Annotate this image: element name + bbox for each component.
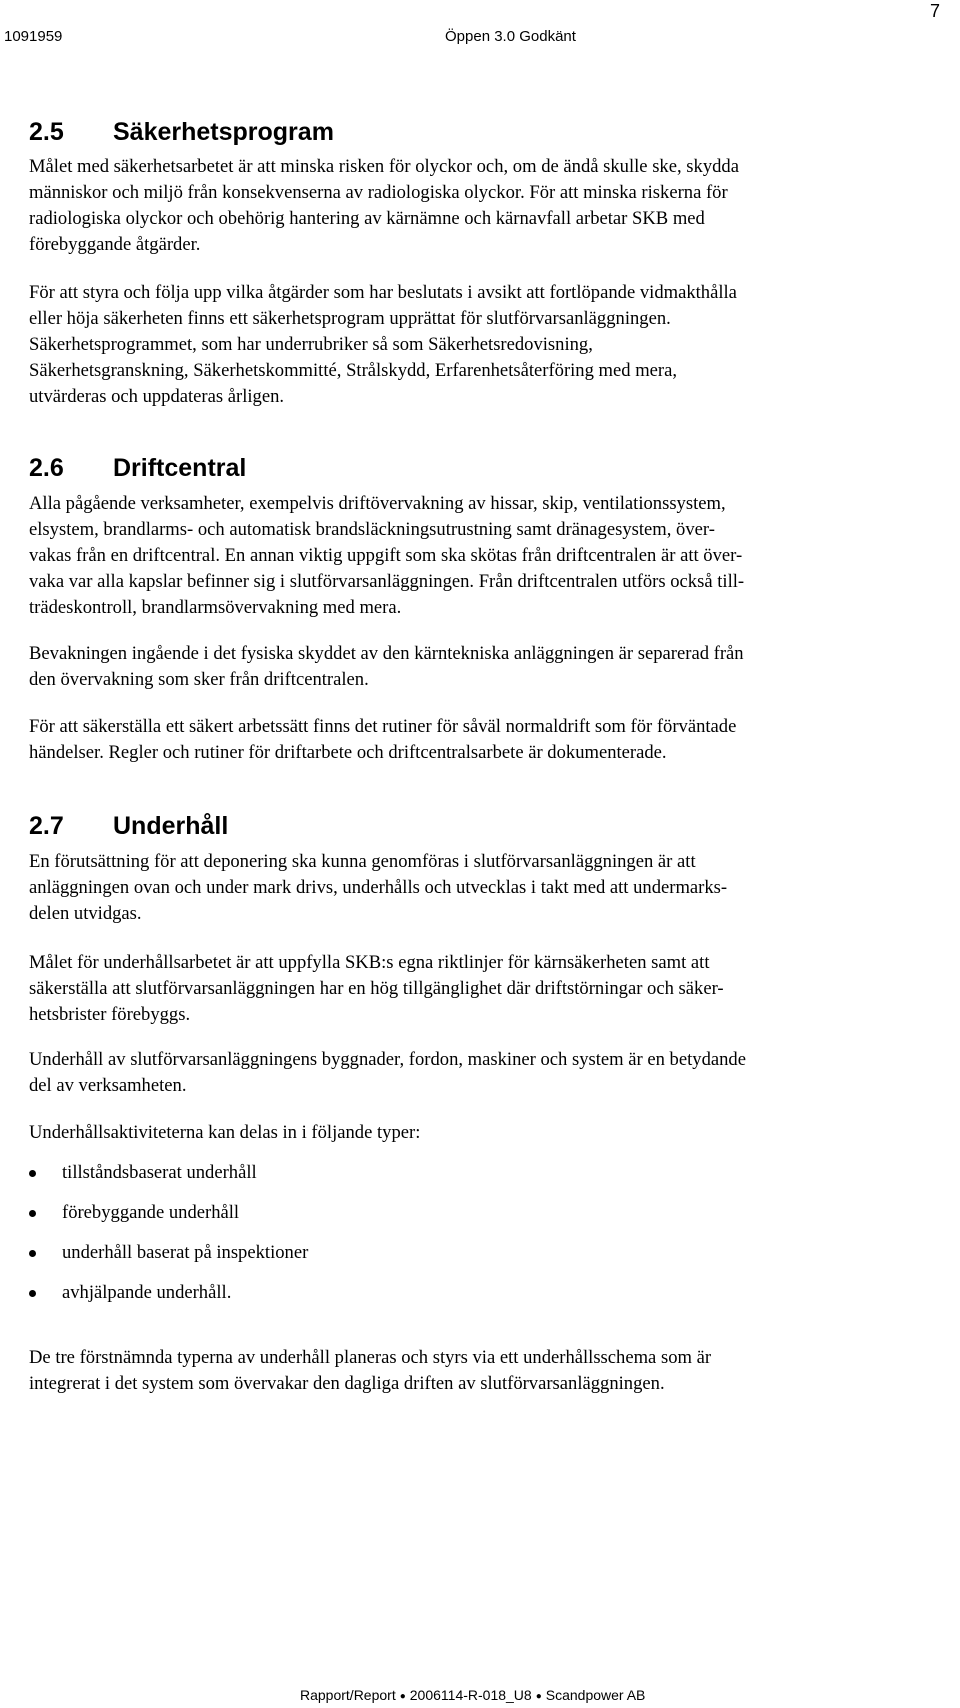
text-line: anläggningen ovan och under mark drivs, underhålls och utvecklas i takt med att undermarks- bbox=[29, 877, 728, 898]
section-number: 2.6 bbox=[29, 454, 64, 482]
page-footer bbox=[300, 1687, 645, 1705]
section-title: Säkerhetsprogram bbox=[113, 118, 334, 146]
text-line: delen utvidgas. bbox=[29, 903, 142, 924]
text-line: Målet med säkerhetsarbetet är att minska risken för olyckor och, om de ändå skulle ske, skydda bbox=[29, 156, 739, 177]
list-item-text: förebyggande underhåll bbox=[62, 1202, 240, 1223]
list-item-text: underhåll baserat på inspektioner bbox=[62, 1242, 309, 1263]
paragraph bbox=[29, 154, 929, 258]
text-line: integrerat i det system som övervakar den dagliga driften av slutförvarsanläggningen. bbox=[29, 1373, 665, 1394]
section-title: Underhåll bbox=[113, 812, 229, 840]
bullet-separator-icon: ● bbox=[399, 1691, 406, 1702]
section-number: 2.7 bbox=[29, 812, 64, 840]
text-line: eller höja säkerheten finns ett säkerhetsprogram upprättat för slutförvarsanläggningen. bbox=[29, 308, 671, 329]
section-heading-2-6 bbox=[29, 453, 246, 483]
bullet-icon bbox=[29, 1290, 36, 1297]
section-number: 2.5 bbox=[29, 118, 64, 146]
text-line: säkerställa att slutförvarsanläggningen har en hög tillgänglighet där driftstörningar och säker- bbox=[29, 978, 724, 999]
bullet-separator-icon: ● bbox=[535, 1691, 542, 1702]
list-item-text: avhjälpande underhåll. bbox=[62, 1282, 232, 1303]
text-line: utvärderas och uppdateras årligen. bbox=[29, 386, 285, 407]
document-id: 1091959 bbox=[4, 28, 63, 45]
text-line: Målet för underhållsarbetet är att uppfylla SKB:s egna riktlinjer för kärnsäkerheten samt att bbox=[29, 952, 710, 973]
paragraph bbox=[29, 641, 929, 693]
text-line: trädeskontroll, brandlarmsövervakning med mera. bbox=[29, 597, 402, 618]
text-line: elsystem, brandlarms- och automatisk brandsläckningsutrustning samt dränagesystem, över- bbox=[29, 519, 715, 540]
paragraph bbox=[29, 280, 929, 410]
text-line: del av verksamheten. bbox=[29, 1075, 187, 1096]
text-line: händelser. Regler och rutiner för driftarbete och driftcentralsarbete är dokumenterade. bbox=[29, 742, 667, 763]
text-line: förebyggande åtgärder. bbox=[29, 234, 201, 255]
paragraph bbox=[29, 1345, 929, 1397]
bullet-icon bbox=[29, 1170, 36, 1177]
text-line: Underhållsaktiviteterna kan delas in i följande typer: bbox=[29, 1122, 421, 1143]
text-line: vaka var alla kapslar befinner sig i slutförvarsanläggningen. Från driftcentralen utförs också till- bbox=[29, 571, 745, 592]
document-status: Öppen 3.0 Godkänt bbox=[445, 28, 576, 45]
list-item-text: tillståndsbaserat underhåll bbox=[62, 1162, 257, 1183]
paragraph bbox=[29, 1047, 929, 1099]
paragraph bbox=[29, 714, 929, 766]
paragraph bbox=[29, 491, 929, 621]
bullet-icon bbox=[29, 1210, 36, 1217]
text-line: För att säkerställa ett säkert arbetssätt finns det rutiner för såväl normaldrift som för förväntade bbox=[29, 716, 737, 737]
footer-report-label: Rapport/Report bbox=[300, 1687, 396, 1703]
footer-company: Scandpower AB bbox=[545, 1687, 646, 1703]
page-number: 7 bbox=[930, 1, 941, 21]
bullet-icon bbox=[29, 1250, 36, 1257]
text-line: Säkerhetsgranskning, Säkerhetskommitté, Strålskydd, Erfarenhetsåterföring med mera, bbox=[29, 360, 678, 381]
section-heading-2-7 bbox=[29, 811, 228, 841]
text-line: Bevakningen ingående i det fysiska skyddet av den kärntekniska anläggningen är separerad från bbox=[29, 643, 744, 664]
text-line: Underhåll av slutförvarsanläggningens byggnader, fordon, maskiner och system är en betydande bbox=[29, 1049, 746, 1070]
section-title: Driftcentral bbox=[113, 454, 247, 482]
paragraph bbox=[29, 1120, 929, 1146]
text-line: Säkerhetsprogrammet, som har underrubriker så som Säkerhetsredovisning, bbox=[29, 334, 593, 355]
section-heading-2-5 bbox=[29, 117, 334, 147]
text-line: människor och miljö från konsekvenserna av radiologiska olyckor. För att minska riskerna för bbox=[29, 182, 728, 203]
text-line: vakas från en driftcentral. En annan viktig uppgift som ska skötas från driftcentralen är att över- bbox=[29, 545, 743, 566]
text-line: den övervakning som sker från driftcentralen. bbox=[29, 669, 369, 690]
text-line: En förutsättning för att deponering ska kunna genomföras i slutförvarsanläggningen är att bbox=[29, 851, 696, 872]
paragraph bbox=[29, 849, 929, 927]
text-line: radiologiska olyckor och obehörig hantering av kärnämne och kärnavfall arbetar SKB med bbox=[29, 208, 705, 229]
footer-report-number: 2006114-R-018_U8 bbox=[409, 1687, 532, 1703]
paragraph bbox=[29, 950, 929, 1028]
text-line: De tre förstnämnda typerna av underhåll planeras och styrs via ett underhållsschema som är bbox=[29, 1347, 712, 1368]
text-line: Alla pågående verksamheter, exempelvis driftövervakning av hissar, skip, ventilationssystem, bbox=[29, 493, 726, 514]
text-line: hetsbrister förebyggs. bbox=[29, 1004, 191, 1025]
text-line: För att styra och följa upp vilka åtgärder som har beslutats i avsikt att fortlöpande vidmakthålla bbox=[29, 282, 737, 303]
